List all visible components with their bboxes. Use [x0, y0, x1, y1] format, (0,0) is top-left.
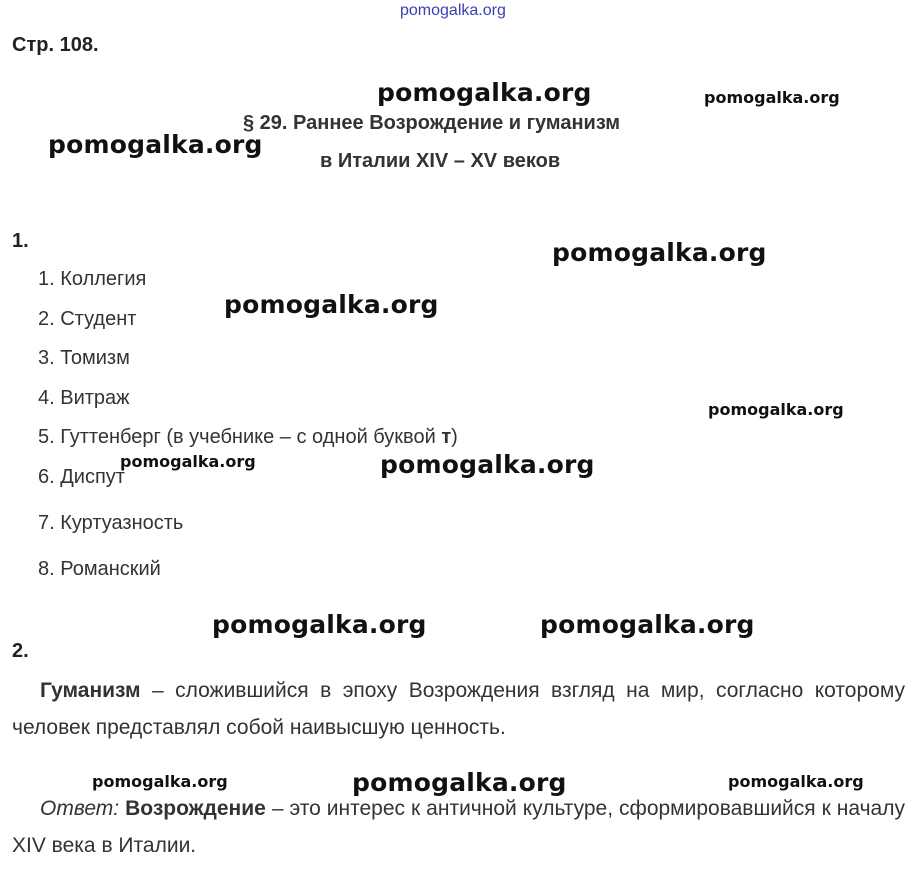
- answer-text: – это интерес к античной культуре, сформировавшийся к началу XIV века в Италии.: [12, 797, 905, 857]
- watermark: pomogalka.org: [728, 772, 864, 791]
- watermark: pomogalka.org: [120, 452, 256, 471]
- watermark: pomogalka.org: [704, 88, 840, 107]
- watermark: pomogalka.org: [48, 130, 263, 159]
- list-item: 4. Витраж: [38, 387, 130, 409]
- watermark: pomogalka.org: [224, 290, 439, 319]
- list-item: [38, 426, 458, 449]
- task-number-2: 2.: [12, 640, 29, 662]
- list-item: 6. Диспут: [38, 466, 125, 488]
- definition-text: – сложившийся в эпоху Возрождения взгляд на мир, согласно которому человек представлял собой наивысшую ценность.: [12, 679, 905, 739]
- list-item: 1. Коллегия: [38, 268, 147, 290]
- list-item: 2. Студент: [38, 308, 137, 330]
- watermark: pomogalka.org: [92, 772, 228, 791]
- watermark: pomogalka.org: [552, 238, 767, 267]
- list-item: 7. Куртуазность: [38, 512, 184, 534]
- list-item: 3. Томизм: [38, 347, 130, 369]
- list-item-tail: ): [451, 426, 458, 448]
- answer-label: Ответ:: [40, 797, 120, 820]
- answer-paragraph: [12, 790, 905, 864]
- watermark: pomogalka.org: [540, 610, 755, 639]
- watermark: pomogalka.org: [352, 768, 567, 797]
- answer-term: Возрождение: [125, 797, 266, 820]
- definition-term: Гуманизм: [40, 679, 141, 702]
- page-reference: Стр. 108.: [12, 34, 99, 56]
- watermark: pomogalka.org: [212, 610, 427, 639]
- list-item-text: 5. Гуттенберг (в учебнике – с одной буквой: [38, 426, 442, 448]
- list-item: 8. Романский: [38, 558, 161, 580]
- list-item-bold-letter: т: [441, 426, 452, 448]
- section-title-line1: § 29. Раннее Возрождение и гуманизм: [243, 112, 621, 134]
- watermark-top: pomogalka.org: [400, 2, 506, 19]
- watermark: pomogalka.org: [380, 450, 595, 479]
- watermark: pomogalka.org: [708, 400, 844, 419]
- watermark: pomogalka.org: [377, 78, 592, 107]
- definition-paragraph: [12, 672, 905, 746]
- section-title-line2: в Италии XIV – XV веков: [320, 150, 561, 172]
- task-number-1: 1.: [12, 230, 29, 252]
